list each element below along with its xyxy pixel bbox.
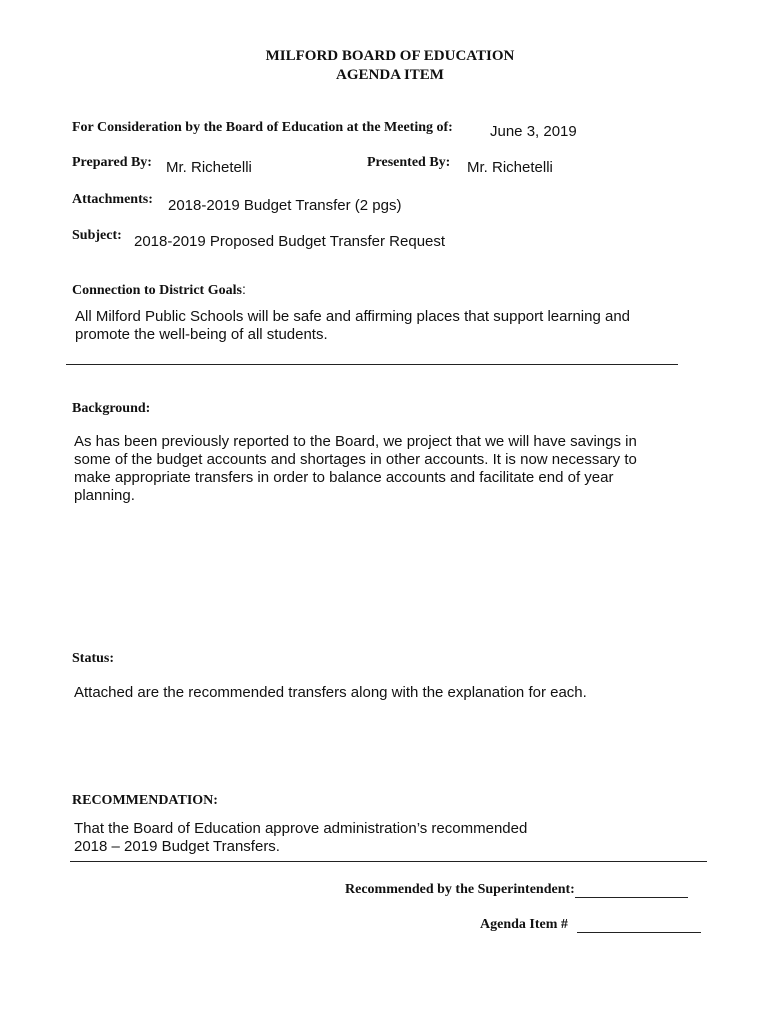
document-subtitle: AGENDA ITEM [336,67,444,83]
agenda-item-line [480,917,701,933]
recommended-by-line [345,882,688,898]
recommendation-label: RECOMMENDATION: [72,793,218,808]
attachments-value: 2018-2019 Budget Transfer (2 pgs) [168,197,402,214]
superintendent-signature-blank [575,883,688,898]
district-goals-colon: : [241,281,246,297]
district-goals-heading [72,281,246,299]
status-text: Attached are the recommended transfers along with the explanation for each. [74,684,587,701]
district-goals-label: Connection to District Goals [72,283,242,298]
footer-divider [70,861,707,862]
meeting-label: For Consideration by the Board of Education at the Meeting of: [72,120,453,135]
subject-value: 2018-2019 Proposed Budget Transfer Request [134,233,446,250]
background-label: Background: [72,401,151,416]
background-text: As has been previously reported to the Board, we project that we will have savings in some of the budget accounts and shortages in other accounts. It is now necessary to make appropriate transfers in order to balance accounts and facilitate end of year planning. [74,433,637,504]
presented-by-value: Mr. Richetelli [467,159,553,176]
presented-by-label: Presented By: [367,155,451,170]
attachments-label: Attachments: [72,192,153,207]
prepared-by-value: Mr. Richetelli [166,159,252,176]
prepared-by-label: Prepared By: [72,155,152,170]
district-goals-text: All Milford Public Schools will be safe and affirming places that support learning and promote the well-being of all students. [75,308,631,343]
agenda-item-label: Agenda Item # [480,917,568,932]
subject-label: Subject: [72,228,122,243]
meeting-date: June 3, 2019 [490,123,577,140]
agenda-item-number-blank [577,918,701,933]
status-label: Status: [72,651,115,666]
document-title: MILFORD BOARD OF EDUCATION [265,48,515,64]
section-divider [66,364,678,365]
recommended-by-label: Recommended by the Superintendent: [345,882,575,897]
recommendation-text: That the Board of Education approve administration’s recommended 2018 – 2019 Budget Transfers. [74,820,528,855]
